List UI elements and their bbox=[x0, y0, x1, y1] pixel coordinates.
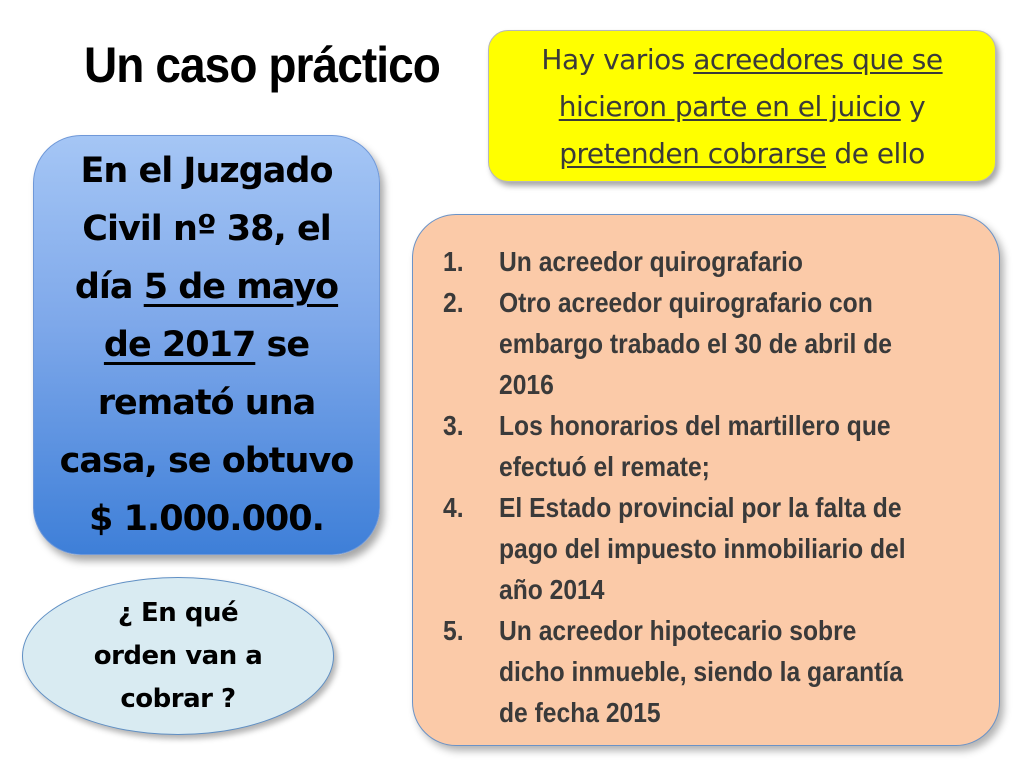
case-text-line: se bbox=[255, 325, 310, 365]
case-date-underlined: de 2017 bbox=[103, 325, 256, 365]
case-text-line: remató una bbox=[97, 383, 316, 423]
case-date-underlined: 5 de mayo bbox=[143, 267, 339, 307]
list-item-number: 5. bbox=[443, 615, 464, 646]
case-description-text bbox=[60, 142, 354, 548]
question-text bbox=[94, 592, 263, 721]
list-item-text: Un acreedor quirografario bbox=[499, 246, 803, 277]
list-item bbox=[443, 610, 963, 733]
creditors-list-box bbox=[412, 214, 1000, 746]
case-text-line: día bbox=[74, 267, 144, 307]
list-item-number: 1. bbox=[443, 246, 464, 277]
case-description-box bbox=[33, 135, 380, 555]
list-item bbox=[443, 405, 963, 487]
list-item-text: Otro acreedor quirografario con embargo trabado el 30 de abril de 2016 bbox=[499, 287, 892, 400]
callout-underlined-text: hicieron parte en el juicio bbox=[558, 89, 901, 123]
callout-text bbox=[541, 36, 942, 177]
question-line: orden van a bbox=[93, 640, 263, 671]
case-text-line: Civil nº 38, el bbox=[82, 209, 331, 249]
list-item-text: Los honorarios del martillero que efectuó el remate; bbox=[499, 410, 891, 482]
list-item-text: Un acreedor hipotecario sobre dicho inmueble, siendo la garantía de fecha 2015 bbox=[499, 615, 903, 728]
callout-underlined-text: pretenden cobrarse bbox=[559, 136, 827, 170]
list-item-text: El Estado provincial por la falta de pago del impuesto inmobiliario del año 2014 bbox=[499, 492, 906, 605]
case-amount: $ 1.000.000. bbox=[89, 499, 324, 539]
case-text-line: En el Juzgado bbox=[80, 151, 333, 191]
callout-text-part: de ello bbox=[826, 136, 925, 170]
list-item-number: 2. bbox=[443, 287, 464, 318]
slide-title: Un caso práctico bbox=[84, 37, 440, 93]
question-line: cobrar ? bbox=[120, 683, 236, 714]
case-text-line: casa, se obtuvo bbox=[59, 441, 354, 481]
list-item bbox=[443, 487, 963, 610]
creditors-list bbox=[443, 241, 963, 733]
question-ellipse bbox=[22, 577, 334, 735]
list-item-number: 3. bbox=[443, 410, 464, 441]
callout-underlined-text: acreedores que se bbox=[693, 42, 943, 76]
callout-text-part: Hay varios bbox=[541, 42, 694, 76]
list-item-number: 4. bbox=[443, 492, 464, 523]
list-item bbox=[443, 241, 963, 282]
question-line: ¿ En qué bbox=[117, 597, 239, 628]
callout-text-part: y bbox=[900, 89, 926, 123]
creditors-callout bbox=[488, 30, 996, 182]
list-item bbox=[443, 282, 963, 405]
